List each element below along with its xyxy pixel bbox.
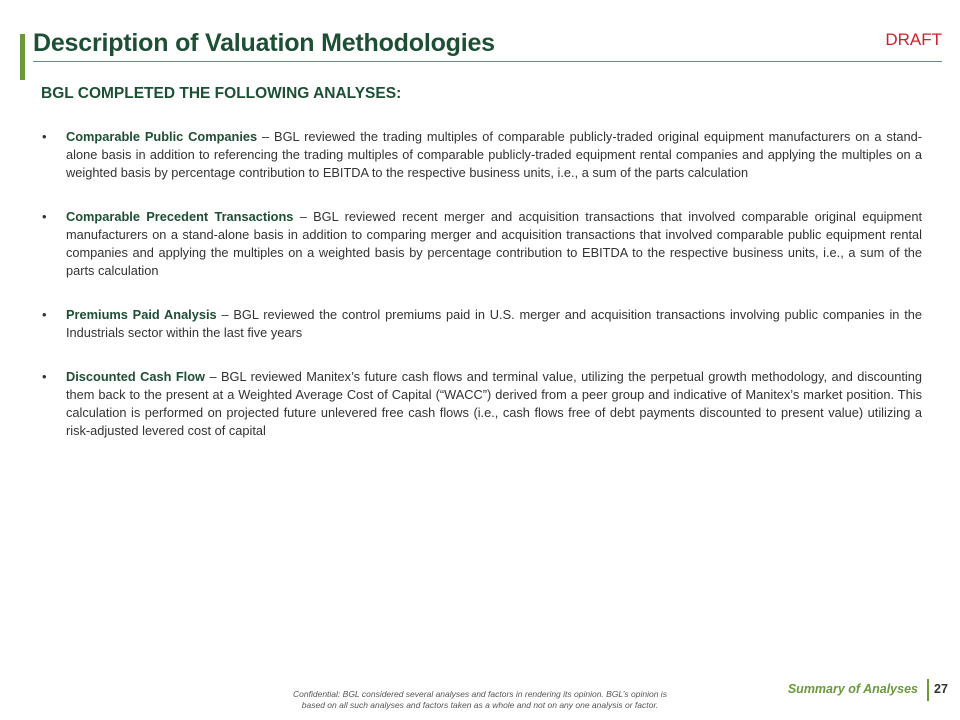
bullet-icon: • — [42, 209, 47, 224]
bullet-text: – BGL reviewed the trading multiples of comparable publicly-traded original equipment manufacturers on a stand-alone basis in addition to referencing the trading multiples of comparable publicly-traded equipment rental companies and applying the multiples on a weighted basis by percentage contribution to EBITDA to the respective business units, i.e., a sum of the parts calculation — [66, 129, 922, 180]
bullet-lead: Discounted Cash Flow — [66, 369, 206, 384]
bullet-text: – BGL reviewed recent merger and acquisition transactions that involved comparable original equipment manufacturers on a stand-alone basis in addition to comparing merger and acquisition transactions that involved comparable public equipment rental companies and applying the multiples on a weighted basis by percentage contribution to EBITDA to the respective business units, i.e., a sum of the parts calculation — [66, 209, 922, 278]
confidential-note-line-1: Confidential: BGL considered several analyses and factors in rendering its opinion. BGL’s opinion is — [293, 689, 667, 699]
analysis-bullet-comparable-precedent-transactions — [42, 208, 922, 280]
bullet-lead: Premiums Paid Analysis — [66, 307, 217, 322]
title-accent-bar — [20, 34, 25, 80]
confidential-note — [250, 689, 710, 711]
section-heading: BGL COMPLETED THE FOLLOWING ANALYSES: — [41, 85, 402, 102]
analysis-bullet-discounted-cash-flow — [42, 368, 922, 440]
title-divider — [33, 61, 942, 62]
bullet-icon: • — [42, 129, 47, 144]
page-title: Description of Valuation Methodologies — [33, 29, 495, 57]
footer-divider — [927, 679, 929, 701]
footer-section-label: Summary of Analyses — [787, 682, 918, 696]
analyses-list — [42, 128, 922, 466]
bullet-text: – BGL reviewed the control premiums paid in U.S. merger and acquisition transactions involving public companies in the Industrials sector within the last five years — [66, 307, 922, 340]
draft-label: DRAFT — [885, 30, 942, 49]
bullet-icon: • — [42, 369, 47, 384]
bullet-lead: Comparable Public Companies — [66, 129, 258, 144]
bullet-icon: • — [42, 307, 47, 322]
analysis-bullet-premiums-paid-analysis — [42, 306, 922, 342]
confidential-note-line-2: based on all such analyses and factors taken as a whole and not on any one analysis or factor. — [301, 700, 659, 710]
page-number: 27 — [934, 682, 948, 696]
bullet-text: – BGL reviewed Manitex’s future cash flows and terminal value, utilizing the perpetual growth methodology, and discounting them back to the present at a Weighted Average Cost of Capital (“WACC”) derived from a peer group and indicative of Manitex’s market position. This calculation is performed on projected future unlevered free cash flows (i.e., cash flows free of debt payments discounted to present value) utilizing a risk-adjusted levered cost of capital — [66, 369, 922, 438]
analysis-bullet-comparable-public-companies — [42, 128, 922, 182]
bullet-lead: Comparable Precedent Transactions — [66, 209, 294, 224]
